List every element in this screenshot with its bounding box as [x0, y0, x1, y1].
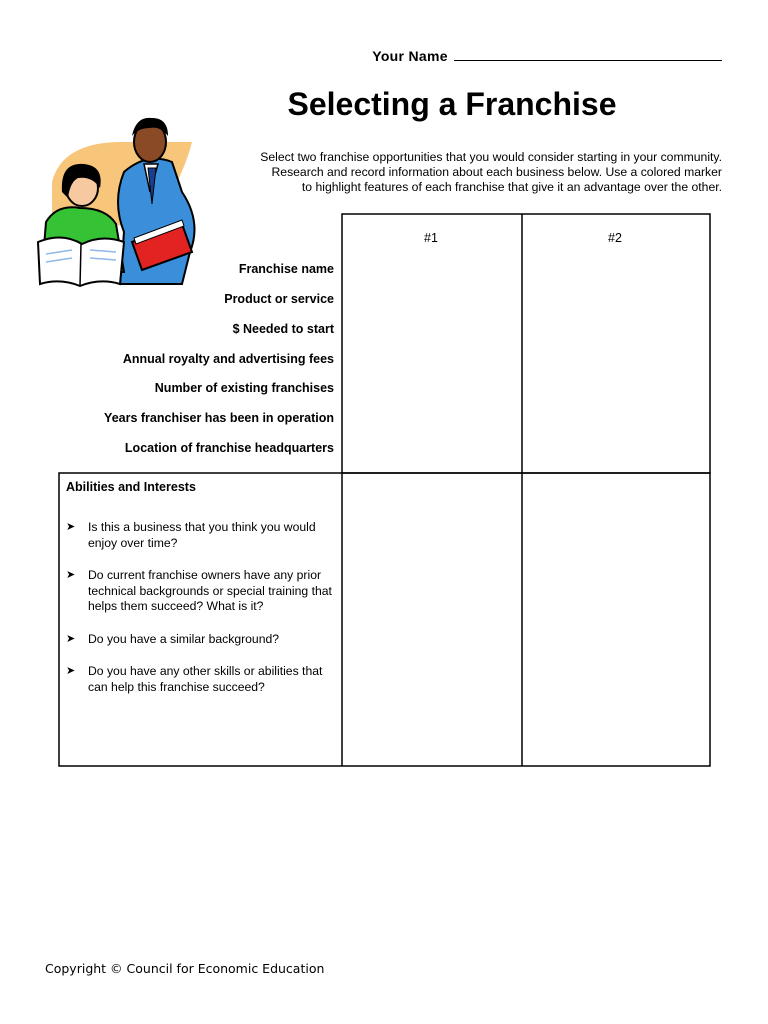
arrow-bullet-icon: ➤	[66, 632, 76, 645]
instructions-line: Research and record information about each business below. Use a colored marker	[271, 165, 722, 179]
question-text: Do you have a similar background?	[88, 631, 280, 646]
instructions-line: Select two franchise opportunities that you would consider starting in your community.	[260, 150, 722, 164]
question-text: Do you have any other skills or abilities that can help this franchise succeed?	[88, 664, 323, 694]
question-text: Do current franchise owners have any prior technical backgrounds or special training that helps them succeed? What is it?	[88, 568, 332, 613]
list-item	[66, 520, 336, 551]
page-title: Selecting a Franchise	[287, 86, 617, 122]
row-label-royalty-fees: Annual royalty and advertising fees	[122, 352, 334, 366]
row-label-needed-to-start: $ Needed to start	[232, 322, 334, 336]
row-label-product-or-service: Product or service	[224, 292, 334, 306]
row-label-existing-franchises: Number of existing franchises	[154, 381, 334, 395]
abilities-heading: Abilities and Interests	[66, 480, 196, 494]
instructions-line: to highlight features of each franchise that give it an advantage over the other.	[301, 180, 722, 194]
column-header-2: #2	[608, 231, 622, 245]
list-item	[66, 664, 336, 695]
question-text: Is this a business that you think you would enjoy over time?	[88, 520, 316, 550]
arrow-bullet-icon: ➤	[66, 665, 76, 677]
list-item	[66, 632, 336, 648]
arrow-bullet-icon: ➤	[66, 521, 76, 533]
copyright-notice: Copyright © Council for Economic Education	[45, 961, 325, 976]
column-header-1: #1	[424, 231, 438, 245]
list-item	[66, 568, 336, 615]
top-block-border	[342, 214, 710, 473]
arrow-bullet-icon: ➤	[66, 569, 76, 581]
abilities-section	[66, 480, 336, 712]
row-label-franchise-name: Franchise name	[238, 262, 334, 276]
row-label-headquarters-location: Location of franchise headquarters	[124, 441, 334, 455]
your-name-label: Your Name	[372, 48, 448, 64]
row-label-years-in-operation: Years franchiser has been in operation	[104, 411, 334, 425]
